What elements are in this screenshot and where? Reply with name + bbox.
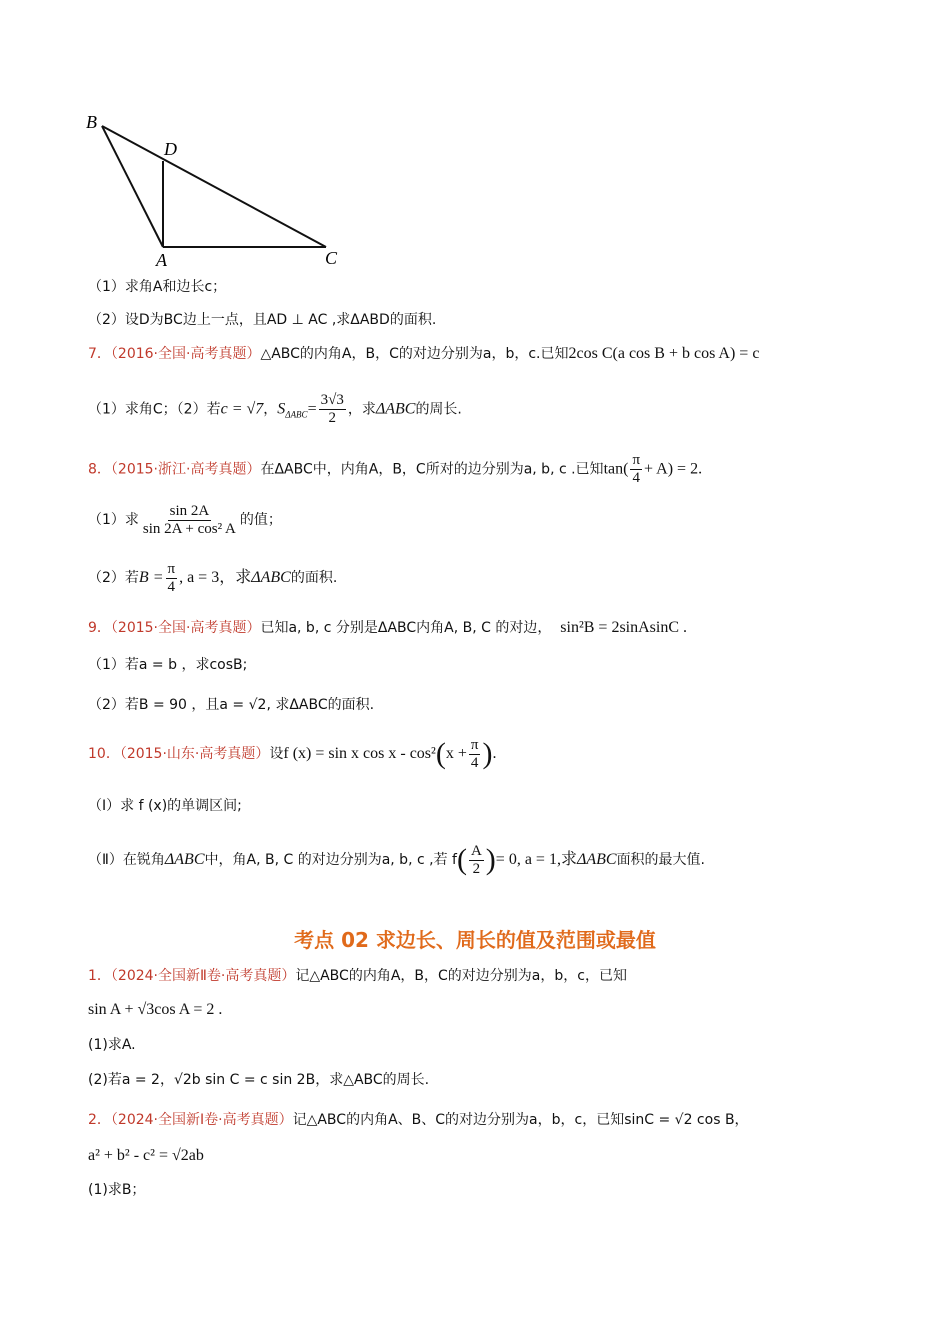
p8-q2-tri: ΔABC — [251, 569, 291, 586]
edge-bc — [102, 126, 326, 247]
problem-8 — [88, 452, 702, 487]
p10-num: π — [470, 736, 479, 753]
p10-q2-num: A — [470, 842, 482, 859]
p7-area-num: 3√3 — [320, 392, 344, 408]
p8-q2-b: B = — [138, 569, 164, 586]
p9-q1: （1）若a = b ，求cosB; — [88, 657, 248, 673]
p7-area-den: 2 — [328, 410, 336, 426]
triangle-figure — [80, 108, 350, 270]
p7-number: 7． — [88, 346, 111, 362]
p8-q2-den: 4 — [167, 578, 176, 595]
p10-q2-tri: ΔABC — [164, 851, 205, 868]
s1-formula: sin A + √3cos A = 2 . — [88, 1001, 223, 1018]
p10-q2-tri2: ΔABC — [576, 851, 617, 868]
p6-q2: （2）设D为BC边上一点，且AD ⊥ AC ,求ΔABD的面积. — [88, 312, 437, 328]
p9-source: （2015·全国·高考真题） — [110, 620, 261, 636]
p10-fx: f (x) = sin x cos x - cos² — [283, 745, 436, 762]
p10-q2-end: 面积的最大值. — [616, 852, 706, 868]
problem-7 — [88, 344, 759, 364]
p10-fraction — [469, 737, 481, 772]
p8-q2-text: （2）若 — [88, 570, 139, 586]
p8-q2-fraction — [166, 561, 178, 596]
p7-c-value: c = √7 — [220, 400, 264, 418]
p7-source: （2016·全国·高考真题） — [110, 346, 261, 362]
p9-number: 9． — [88, 620, 111, 636]
s2-stem: 记△ABC的内角A、B、C的对边分别为a，b，c，已知sinC = √2 cos B， — [292, 1112, 749, 1128]
p8-tan-end: + A) = 2. — [644, 460, 703, 478]
p7-area-fraction — [319, 392, 346, 427]
p10-q2-cond: = 0, a = 1,求 — [495, 851, 577, 868]
p10-den: 4 — [470, 754, 479, 771]
label-c: C — [325, 248, 338, 268]
p10-end: . — [492, 745, 497, 762]
s2-q1: (1)求B； — [88, 1182, 146, 1198]
p10-q2-mid: 中，角A, B, C 的对边分别为a, b, c ,若 f — [204, 852, 457, 868]
p8-q1-den: sin 2A + cos² A — [142, 520, 236, 537]
p8-tan: tan( — [603, 460, 629, 478]
p10-q2: （Ⅱ）在锐角ΔABC中，角A, B, C 的对边分别为a, b, c ,若 f( $\frac{A}{2}$ )= 0, a = 1,求ΔABC面积的最大值. — [88, 842, 706, 877]
p7-q1-text: （1）求角C；（2）若 — [88, 401, 221, 418]
p8-stem: 在ΔABC中，内角A，B，C所对的边分别为a, b, c .已知 — [260, 461, 604, 478]
problem-9 — [88, 618, 687, 638]
p7-comma: ， — [263, 401, 278, 418]
p9-formula: sin²B = 2sinAsinC . — [560, 619, 688, 636]
p9-stem: 已知a, b, c 分别是ΔABC内角A, B, C 的对边， — [260, 620, 552, 636]
p9-q2: （2）若B = 90 ，且a = √2, 求ΔABC的面积. — [88, 697, 375, 713]
p8-q1-text: （1）求 — [88, 512, 139, 528]
p8-q1-end: 的值； — [239, 512, 282, 528]
p6-q1: （1）求角A和边长c； — [88, 279, 227, 295]
p7-stem: △ABC的内角A，B，C的对边分别为a，b，c.已知 — [260, 346, 569, 362]
p8-q2-num: π — [167, 560, 176, 577]
p7-s-sub: ΔABC — [285, 409, 308, 420]
s1-stem: 记△ABC的内角A，B，C的对边分别为a，b，c，已知 — [295, 968, 627, 984]
s1-number: 1． — [88, 968, 111, 984]
p10-number: 10． — [88, 746, 120, 762]
s2-number: 2． — [88, 1112, 111, 1128]
p7-s: S — [277, 400, 286, 418]
label-b: B — [86, 112, 97, 132]
p7-eq: = — [307, 400, 317, 418]
s1-q2: (2)若a = 2，√2b sin C = c sin 2B，求△ABC的周长. — [88, 1072, 430, 1088]
p8-q1-fraction — [141, 503, 238, 538]
p8-number: 8． — [88, 461, 111, 478]
p10-stem: 设 — [269, 746, 284, 762]
edge-ba — [102, 126, 163, 247]
p8-tan-den: 4 — [632, 470, 640, 486]
p8-source: （2015·浙江·高考真题） — [110, 461, 261, 478]
p7-ask: ，求 — [347, 401, 376, 418]
problem-10: 10．（2015·山东·高考真题）设f (x) = sin x cos x - cos²(x + $\frac{\pi}{4}$ ). — [88, 736, 497, 771]
p7-tri: ΔABC — [375, 400, 416, 418]
p8-tan-fraction — [630, 452, 642, 487]
s-problem-1 — [88, 966, 627, 986]
s1-source: （2024·全国新Ⅱ卷·高考真题） — [110, 968, 296, 984]
p7-perimeter: 的周长. — [415, 401, 462, 418]
label-d: D — [164, 139, 177, 159]
section-title: 考点 02 求边长、周长的值及范围或最值 — [294, 928, 656, 952]
s-problem-2 — [88, 1110, 749, 1130]
p10-q2-fraction — [469, 843, 484, 878]
p8-q2-a: , a = 3，求 — [179, 569, 252, 586]
label-a: A — [156, 250, 167, 270]
p8-q2-end: 的面积. — [290, 570, 338, 586]
p7-formula: 2cos C(a cos B + b cos A) = c — [568, 345, 760, 362]
p10-q1: （Ⅰ）求 f (x)的单调区间; — [88, 798, 242, 814]
p8-tan-num: π — [632, 452, 641, 468]
p10-q2-text: （Ⅱ）在锐角 — [88, 852, 165, 868]
p7-q — [88, 392, 462, 430]
p10-source: （2015·山东·高考真题） — [119, 746, 270, 762]
p10-q2-den: 2 — [472, 860, 481, 877]
s2-source: （2024·全国新Ⅰ卷·高考真题） — [110, 1112, 293, 1128]
s2-formula: a² + b² - c² = √2ab — [88, 1147, 204, 1164]
s1-q1: (1)求A. — [88, 1037, 136, 1053]
p8-q1-num: sin 2A — [169, 502, 210, 519]
p10-x: x + — [445, 745, 467, 762]
p8-q1 — [88, 502, 282, 538]
p8-q2 — [88, 560, 337, 596]
